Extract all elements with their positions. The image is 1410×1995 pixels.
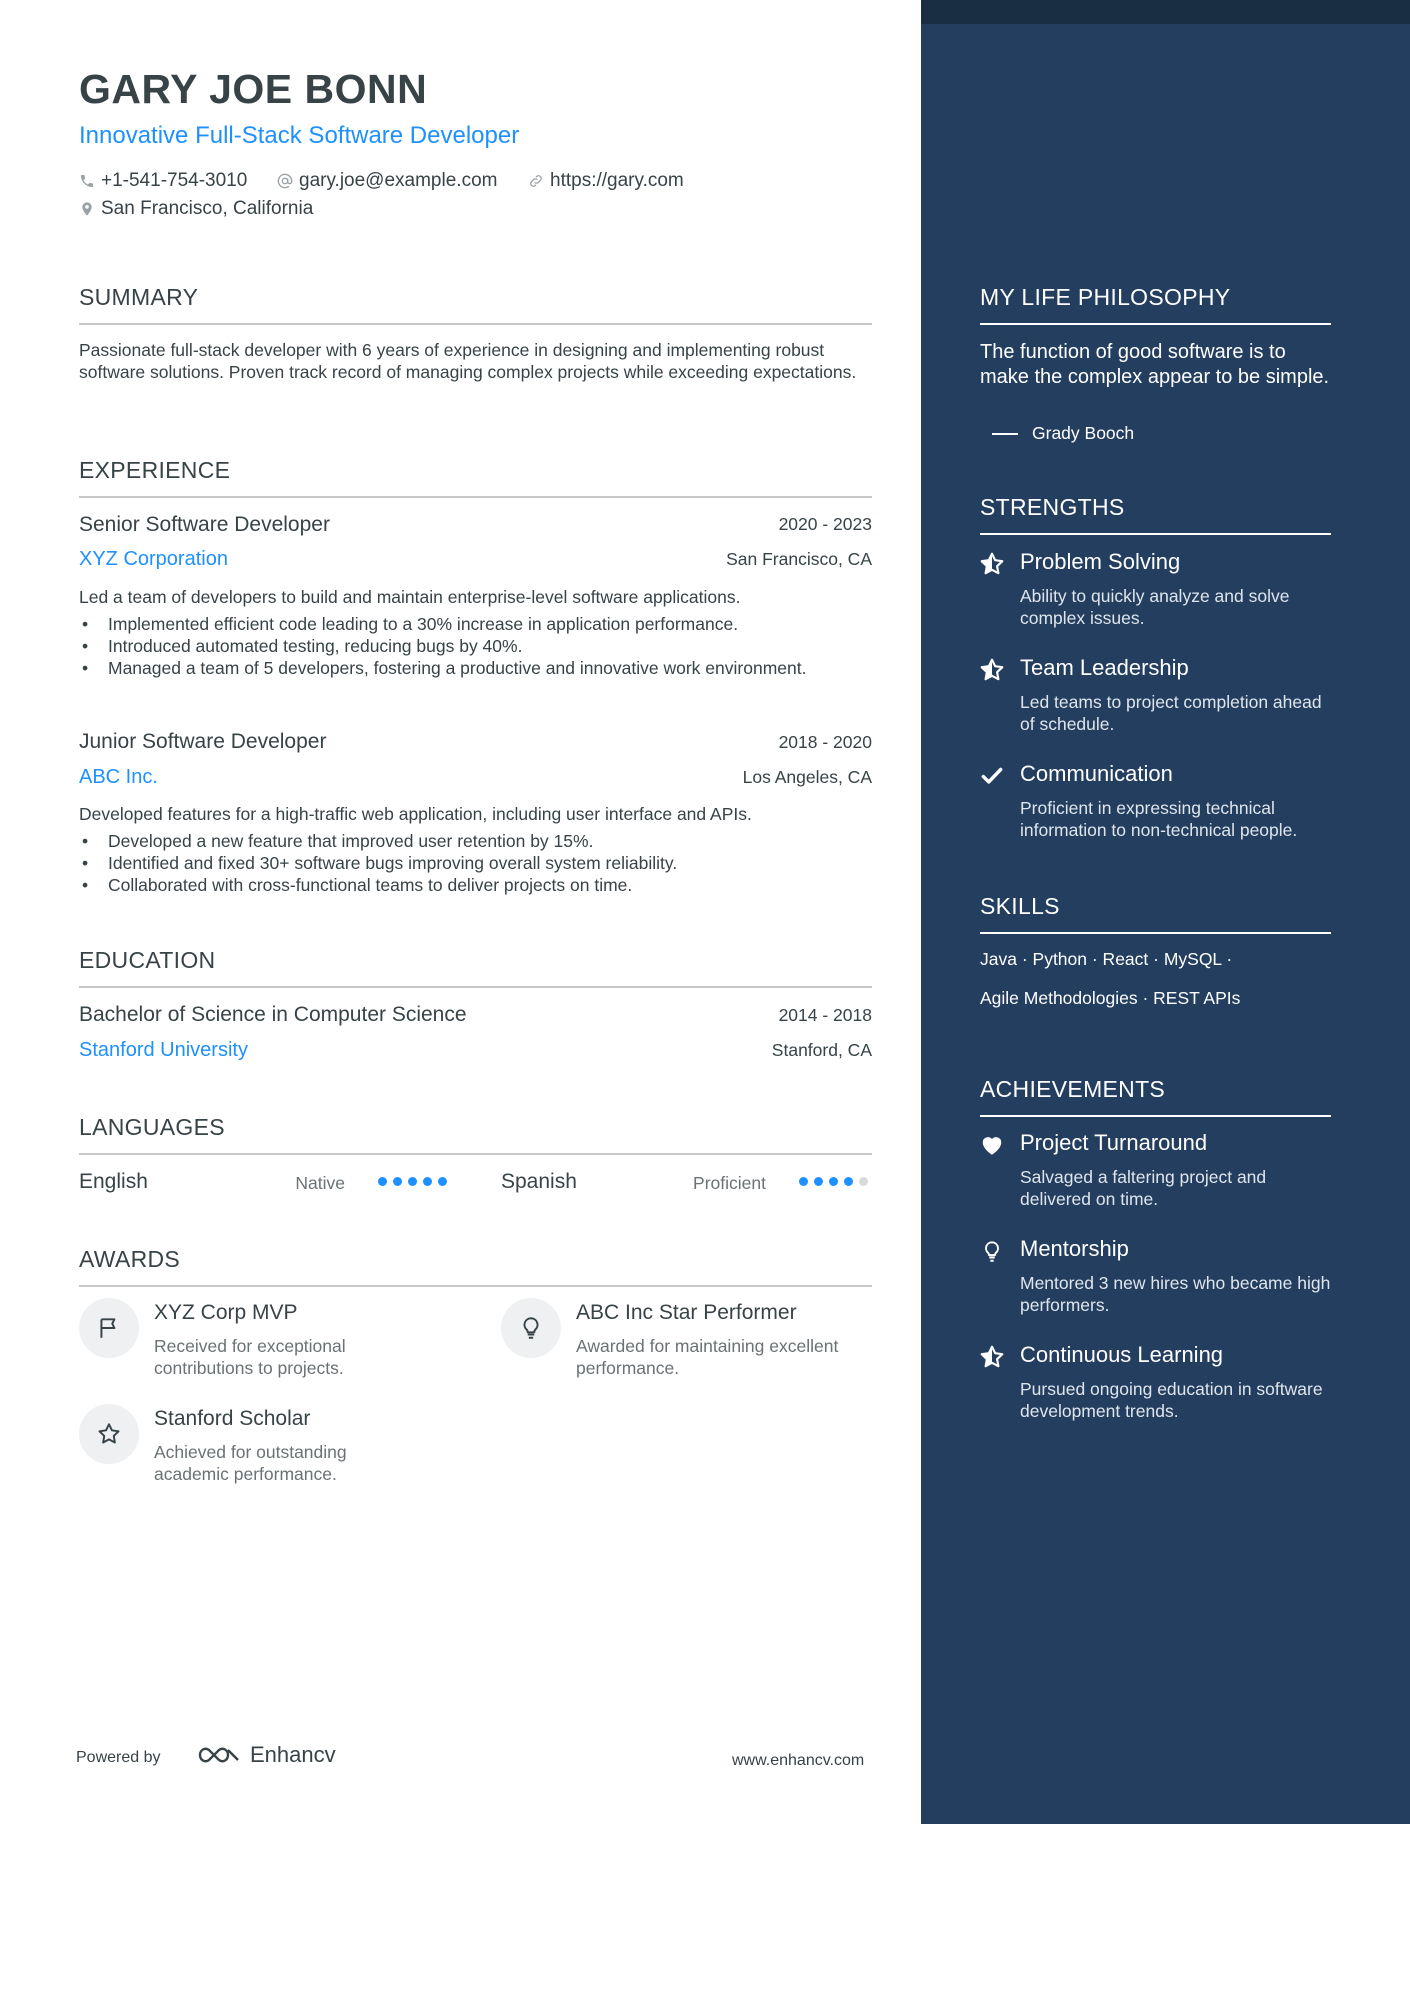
languages-heading: LANGUAGES <box>79 1114 225 1140</box>
candidate-name: GARY JOE BONN <box>79 66 428 112</box>
achievement-icon <box>978 1343 1006 1371</box>
achievements-heading: ACHIEVEMENTS <box>980 1076 1166 1102</box>
check-icon <box>979 763 1005 789</box>
job-bullets <box>79 830 872 896</box>
rating-dot <box>408 1177 417 1186</box>
strength-description: Led teams to project completion ahead of schedule. <box>1020 692 1322 734</box>
award-title: Stanford Scholar <box>154 1407 311 1430</box>
skills-divider <box>980 932 1331 934</box>
achievement-description: Salvaged a faltering project and delivered on time. <box>1020 1167 1267 1209</box>
lightbulb-icon <box>518 1315 544 1341</box>
award-description: Awarded for maintaining excellent performance. <box>576 1336 839 1378</box>
enhancv-logo[interactable] <box>196 1742 336 1768</box>
website-text: https://gary.com <box>550 170 684 191</box>
strength-title: Team Leadership <box>1020 655 1189 680</box>
achievement-description: Pursued ongoing education in software development trends. <box>1020 1379 1323 1421</box>
job-bullet: • Identified and fixed 30+ software bugs improving overall system reliability. <box>79 852 872 874</box>
rating-dot <box>859 1177 868 1186</box>
education-school[interactable]: Stanford University <box>79 1039 248 1061</box>
at-icon <box>277 173 293 189</box>
experience-heading: EXPERIENCE <box>79 457 231 483</box>
star-icon <box>979 657 1005 683</box>
job-dates: 2020 - 2023 <box>778 514 872 534</box>
sidebar-top-band <box>921 0 1410 24</box>
achievement-title: Project Turnaround <box>1020 1130 1208 1155</box>
strength-description: Ability to quickly analyze and solve complex issues. <box>1020 586 1290 628</box>
language-level: Proficient <box>693 1173 766 1193</box>
job-description: Developed features for a high-traffic web application, including user interface and APIs. <box>79 804 752 824</box>
summary-heading: SUMMARY <box>79 284 199 310</box>
skills-heading: SKILLS <box>980 893 1060 919</box>
award-icon-badge <box>501 1298 561 1358</box>
heart-icon <box>979 1132 1005 1158</box>
strength-title: Communication <box>1020 761 1173 786</box>
lightbulb-icon <box>979 1238 1005 1264</box>
job-bullet: • Introduced automated testing, reducing bugs by 40%. <box>79 635 819 657</box>
job-location: San Francisco, CA <box>726 549 872 569</box>
job-company[interactable]: XYZ Corporation <box>79 548 228 570</box>
achievement-title: Continuous Learning <box>1020 1342 1224 1367</box>
summary-divider <box>79 323 872 325</box>
strength-icon <box>978 550 1006 578</box>
phone-text: +1-541-754-3010 <box>101 170 248 191</box>
footer-url[interactable]: www.enhancv.com <box>732 1752 865 1769</box>
skills-line: Agile Methodologies · REST APIs <box>980 988 1241 1008</box>
strengths-divider <box>980 533 1331 535</box>
strength-icon <box>978 656 1006 684</box>
job-location: Los Angeles, CA <box>742 767 872 787</box>
star-icon <box>979 1344 1005 1370</box>
philosophy-divider <box>980 323 1331 325</box>
brand-name: Enhancv <box>250 1742 336 1767</box>
job-bullet: • Implemented efficient code leading to a 30% increase in application performance. <box>79 613 819 635</box>
achievement-description: Mentored 3 new hires who became high performers. <box>1020 1273 1331 1315</box>
job-company[interactable]: ABC Inc. <box>79 766 158 788</box>
infinity-logo-icon <box>196 1742 242 1768</box>
philosophy-heading: MY LIFE PHILOSOPHY <box>980 284 1231 310</box>
summary-text: Passionate full-stack developer with 6 years of experience in designing and implementing robust software solutions. Proven track record of managing complex projects while exceeding expectations. <box>79 340 857 382</box>
email-contact[interactable] <box>277 170 497 192</box>
achievements-divider <box>980 1115 1331 1117</box>
languages-divider <box>79 1153 872 1155</box>
education-dates: 2014 - 2018 <box>778 1005 872 1025</box>
language-rating-spanish <box>799 1177 868 1186</box>
award-description: Achieved for outstanding academic performance. <box>154 1442 347 1484</box>
job-role: Senior Software Developer <box>79 513 330 536</box>
rating-dot <box>378 1177 387 1186</box>
job-bullets <box>79 613 819 679</box>
experience-divider <box>79 496 872 498</box>
email-text: gary.joe@example.com <box>299 170 498 191</box>
website-contact[interactable] <box>528 170 684 192</box>
location-pin-icon <box>79 201 95 217</box>
star-icon <box>96 1421 122 1447</box>
strength-title: Problem Solving <box>1020 549 1181 574</box>
achievement-icon <box>978 1131 1006 1159</box>
phone-contact[interactable] <box>79 170 247 192</box>
award-icon-badge <box>79 1298 139 1358</box>
location-contact <box>79 198 313 220</box>
rating-dot <box>829 1177 838 1186</box>
rating-dot <box>438 1177 447 1186</box>
philosophy-author <box>992 423 1134 444</box>
job-bullet: • Managed a team of 5 developers, fostering a productive and innovative work environment. <box>79 657 819 679</box>
rating-dot <box>423 1177 432 1186</box>
award-title: XYZ Corp MVP <box>154 1301 298 1324</box>
star-icon <box>979 551 1005 577</box>
awards-divider <box>79 1285 872 1287</box>
education-divider <box>79 986 872 988</box>
skills-line: Java · Python · React · MySQL · <box>980 949 1233 969</box>
language-level: Native <box>295 1173 345 1193</box>
author-dash <box>992 433 1018 435</box>
achievement-icon <box>978 1237 1006 1265</box>
flag-icon <box>96 1315 122 1341</box>
strengths-heading: STRENGTHS <box>980 494 1125 520</box>
job-dates: 2018 - 2020 <box>778 732 872 752</box>
job-bullet: • Developed a new feature that improved user retention by 15%. <box>79 830 872 852</box>
candidate-title: Innovative Full-Stack Software Developer <box>79 122 520 149</box>
language-name: English <box>79 1170 148 1193</box>
rating-dot <box>393 1177 402 1186</box>
job-bullet: • Collaborated with cross-functional teams to deliver projects on time. <box>79 874 872 896</box>
rating-dot <box>799 1177 808 1186</box>
strength-icon <box>978 762 1006 790</box>
strength-description: Proficient in expressing technical information to non-technical people. <box>1020 798 1298 840</box>
award-description: Received for exceptional contributions to projects. <box>154 1336 346 1378</box>
job-description: Led a team of developers to build and maintain enterprise-level software applications. <box>79 587 741 607</box>
location-text: San Francisco, California <box>101 198 314 219</box>
rating-dot <box>814 1177 823 1186</box>
achievement-title: Mentorship <box>1020 1236 1129 1261</box>
education-heading: EDUCATION <box>79 947 216 973</box>
phone-icon <box>79 173 95 189</box>
education-degree: Bachelor of Science in Computer Science <box>79 1003 467 1026</box>
language-rating-english <box>378 1177 447 1186</box>
author-name: Grady Booch <box>1032 423 1135 443</box>
job-role: Junior Software Developer <box>79 730 327 753</box>
award-icon-badge <box>79 1404 139 1464</box>
rating-dot <box>844 1177 853 1186</box>
award-title: ABC Inc Star Performer <box>576 1301 797 1324</box>
philosophy-quote: The function of good software is to make the complex appear to be simple. <box>980 341 1330 388</box>
awards-heading: AWARDS <box>79 1246 181 1272</box>
education-location: Stanford, CA <box>771 1040 872 1060</box>
link-icon <box>528 173 544 189</box>
powered-by-label: Powered by <box>76 1749 161 1766</box>
language-name: Spanish <box>501 1170 577 1193</box>
